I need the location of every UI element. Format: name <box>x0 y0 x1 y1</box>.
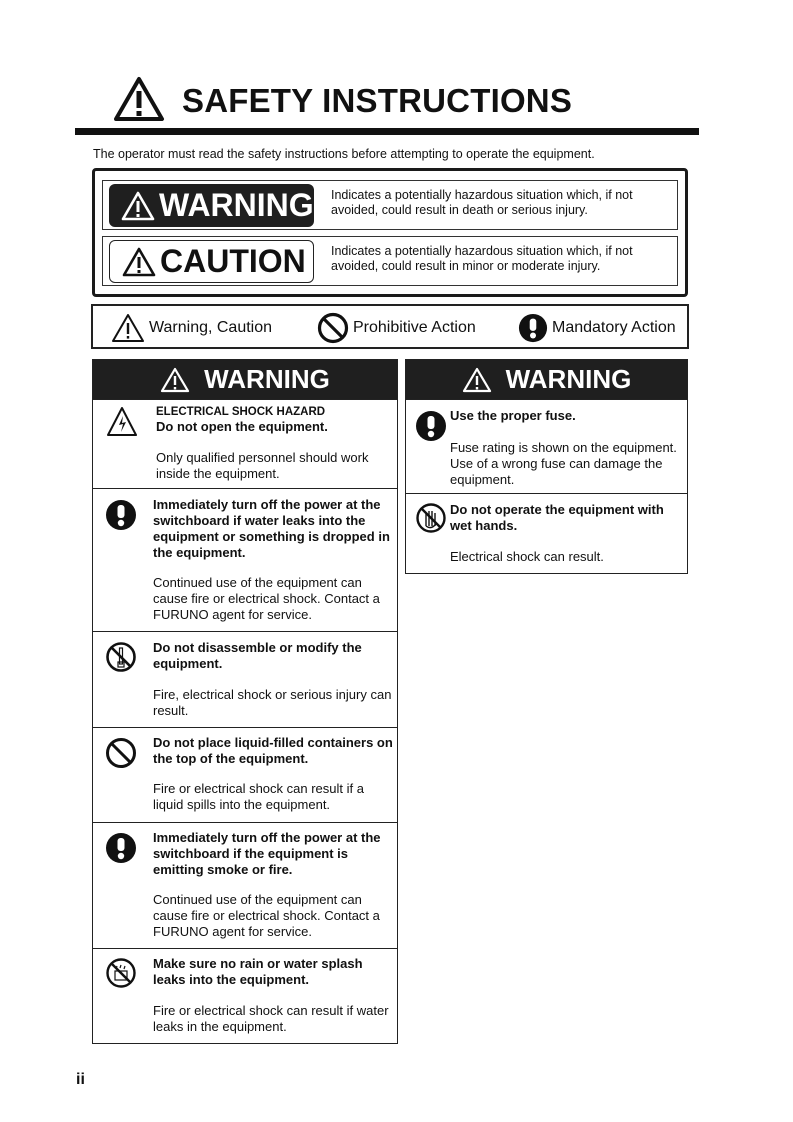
caution-badge-label: CAUTION <box>160 243 306 279</box>
warning-item-title: Make sure no rain or water splash leaks into the equipment. <box>153 956 363 987</box>
page-number: ii <box>76 1071 85 1088</box>
mandatory-icon <box>105 832 137 864</box>
right-warning-column <box>405 359 688 574</box>
warning-badge-label: WARNING <box>159 187 314 223</box>
warning-triangle-icon <box>160 367 190 393</box>
warning-item-body: Fire or electrical shock can result if a liquid spills into the equipment. <box>153 781 364 812</box>
left-column-header <box>93 360 397 399</box>
symbol-mandatory <box>518 312 676 344</box>
mandatory-icon <box>415 410 447 442</box>
caution-badge <box>109 240 314 283</box>
right-column-title: WARNING <box>505 364 632 394</box>
caution-description: Indicates a potentially hazardous situation which, if not avoided, could result in minor or moderate injury. <box>331 244 633 273</box>
warning-triangle-icon <box>122 247 156 277</box>
warning-triangle-icon <box>113 76 165 122</box>
warning-item-body: Only qualified personnel should work inside the equipment. <box>156 450 369 481</box>
warning-item <box>93 399 397 489</box>
warning-item <box>93 822 397 949</box>
warning-item <box>406 399 687 494</box>
right-column-header <box>406 360 687 399</box>
warning-triangle-icon <box>121 191 155 221</box>
hazard-category: ELECTRICAL SHOCK HAZARD <box>156 406 326 418</box>
no-wet-hands-icon <box>415 502 447 534</box>
page-title: SAFETY INSTRUCTIONS <box>182 82 573 119</box>
legend-caution-row <box>102 236 678 286</box>
electrical-shock-icon <box>106 406 138 438</box>
warning-item-title: Do not disassemble or modify the equipment. <box>153 640 362 671</box>
left-warning-column <box>92 359 398 1044</box>
warning-item <box>93 631 397 728</box>
warning-item-title: Immediately turn off the power at the switchboard if the equipment is emitting smoke or fire. <box>153 830 381 877</box>
warning-triangle-icon <box>111 313 145 343</box>
warning-item-body: Fire, electrical shock or serious injury can result. <box>153 687 392 718</box>
warning-description: Indicates a potentially hazardous situation which, if not avoided, could result in death or serious injury. <box>331 188 633 217</box>
warning-item-body: Continued use of the equipment can cause fire or electrical shock. Contact a FURUNO agent for service. <box>153 892 380 939</box>
warning-item-body: Electrical shock can result. <box>450 549 604 564</box>
mandatory-icon <box>105 499 137 531</box>
warning-item-body: Fire or electrical shock can result if water leaks in the equipment. <box>153 1003 389 1034</box>
title-divider <box>75 128 699 135</box>
prohibited-icon <box>317 312 349 344</box>
symbol-mandatory-label: Mandatory Action <box>552 319 676 336</box>
symbol-warning-caution <box>111 312 272 344</box>
left-column-title: WARNING <box>204 364 330 394</box>
warning-badge <box>109 184 314 227</box>
signal-word-legend <box>92 168 688 297</box>
prohibited-icon <box>105 737 137 769</box>
warning-item <box>93 727 397 823</box>
warning-item <box>406 493 687 575</box>
intro-text: The operator must read the safety instructions before attempting to operate the equipment. <box>93 147 595 161</box>
warning-item <box>93 948 397 1045</box>
warning-item-title: Immediately turn off the power at the switchboard if water leaks into the equipment or something is dropped in the equipment. <box>153 497 390 560</box>
warning-item-body: Continued use of the equipment can cause fire or electrical shock. Contact a FURUNO agent for service. <box>153 575 380 622</box>
warning-item-body: Fuse rating is shown on the equipment. Use of a wrong fuse can damage the equipment. <box>450 440 677 487</box>
warning-triangle-icon <box>462 367 492 393</box>
symbol-warning-caution-label: Warning, Caution <box>149 319 273 336</box>
no-water-icon <box>105 957 137 989</box>
legend-warning-row <box>102 180 678 230</box>
no-disassemble-icon <box>105 641 137 673</box>
warning-item-title: Do not open the equipment. <box>156 419 328 434</box>
warning-item-title: Use the proper fuse. <box>450 408 576 423</box>
warning-item <box>93 488 397 632</box>
warning-item-title: Do not operate the equipment with wet hands. <box>450 502 664 533</box>
symbols-legend <box>91 304 689 349</box>
warning-item-title: Do not place liquid-filled containers on the top of the equipment. <box>153 735 393 766</box>
symbol-prohibitive-label: Prohibitive Action <box>353 319 476 336</box>
symbol-prohibitive <box>317 312 476 344</box>
mandatory-icon <box>518 313 548 343</box>
